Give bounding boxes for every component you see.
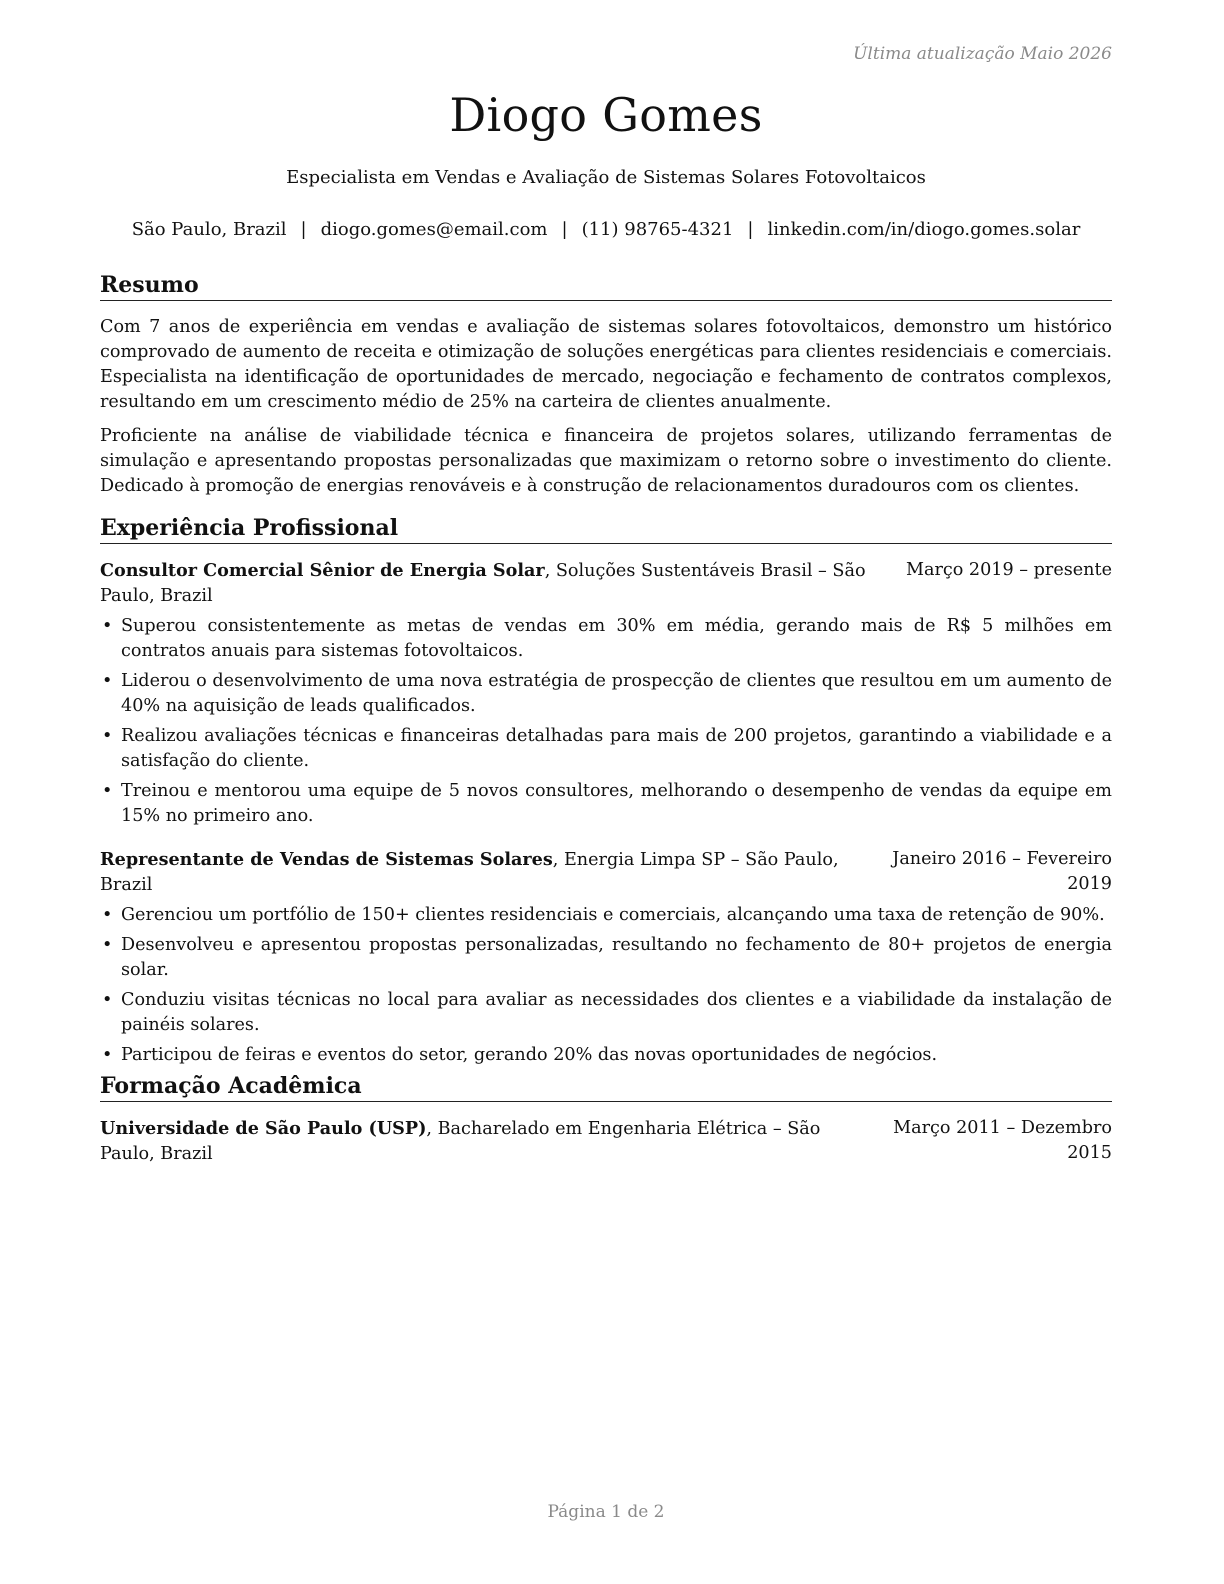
job-header bbox=[100, 558, 1112, 609]
list-item bbox=[100, 669, 1112, 719]
list-item bbox=[100, 1043, 1112, 1068]
job-entry bbox=[100, 847, 1112, 1068]
summary-section bbox=[100, 271, 1112, 499]
education-dates: Março 2011 – Dezembro 2015 bbox=[893, 1118, 1112, 1163]
bullet-text: Conduziu visitas técnicas no local para avaliar as necessidades dos clientes e a viabilidade da instalação de painéis solares. bbox=[121, 990, 1112, 1035]
bullet-text: Superou consistentemente as metas de vendas em 30% em média, gerando mais de R$ 5 milhões em contratos anuais para sistemas fotovoltaicos. bbox=[121, 616, 1112, 661]
resume-page bbox=[100, 0, 1112, 1584]
job-dates: Janeiro 2016 – Fevereiro 2019 bbox=[892, 849, 1112, 894]
bullet-icon: • bbox=[102, 616, 113, 636]
education-section bbox=[100, 1072, 1112, 1167]
job-header bbox=[100, 847, 1112, 898]
education-entry bbox=[100, 1116, 1112, 1167]
contact-separator: | bbox=[300, 219, 307, 240]
experience-section bbox=[100, 514, 1112, 1073]
job-bullets bbox=[100, 614, 1112, 829]
job-company: , Soluções Sustentáveis Brasil – São Paulo, Brazil bbox=[100, 561, 866, 606]
list-item bbox=[100, 614, 1112, 664]
bullet-icon: • bbox=[102, 935, 113, 955]
bullet-text: Treinou e mentorou uma equipe de 5 novos consultores, melhorando o desempenho de vendas da equipe em 15% no primeiro ano. bbox=[121, 781, 1112, 826]
job-company: , Energia Limpa SP – São Paulo, Brazil bbox=[100, 850, 839, 895]
bullet-text: Realizou avaliações técnicas e financeiras detalhadas para mais de 200 projetos, garantindo a viabilidade e a satisfação do cliente. bbox=[121, 726, 1112, 771]
list-item bbox=[100, 933, 1112, 983]
bullet-icon: • bbox=[102, 990, 113, 1010]
job-dates: Março 2019 – presente bbox=[905, 560, 1112, 580]
contact-separator: | bbox=[747, 219, 754, 240]
contact-linkedin[interactable]: linkedin.com/in/diogo.gomes.solar bbox=[767, 219, 1081, 240]
bullet-text: Participou de feiras e eventos do setor, gerando 20% das novas oportunidades de negócios. bbox=[121, 1045, 938, 1065]
list-item bbox=[100, 724, 1112, 774]
bullet-icon: • bbox=[102, 781, 113, 801]
list-item bbox=[100, 988, 1112, 1038]
bullet-icon: • bbox=[102, 905, 113, 925]
contact-phone: (11) 98765-4321 bbox=[581, 219, 734, 240]
job-role: Representante de Vendas de Sistemas Solares bbox=[100, 849, 553, 870]
education-degree: , Bacharelado em Engenharia Elétrica – São Paulo, Brazil bbox=[100, 1119, 821, 1164]
contact-separator: | bbox=[561, 219, 568, 240]
job-entry bbox=[100, 558, 1112, 829]
summary-paragraph: Com 7 anos de experiência em vendas e avaliação de sistemas solares fotovoltaicos, demonstro um histórico comprovado de aumento de receita e otimização de soluções energéticas para clientes residenciais e comerciais. Especialista na identificação de oportunidades de mercado, negociação e fechamento de contratos complexos, resultando em um crescimento médio de 25% na carteira de clientes anualmente. bbox=[100, 317, 1112, 412]
bullet-text: Desenvolveu e apresentou propostas personalizadas, resultando no fechamento de 80+ projetos de energia solar. bbox=[121, 935, 1112, 980]
education-institution: Universidade de São Paulo (USP) bbox=[100, 1118, 427, 1139]
education-title: Formação Acadêmica bbox=[100, 1072, 1112, 1102]
summary-paragraph: Proficiente na análise de viabilidade técnica e financeira de projetos solares, utilizando ferramentas de simulação e apresentando propostas personalizadas que maximizam o retorno sobre o investimento do cliente. Dedicado à promoção de energias renováveis e à construção de relacionamentos duradouros com os clientes. bbox=[100, 426, 1112, 496]
candidate-name: Diogo Gomes bbox=[449, 88, 763, 142]
page-number: Página 1 de 2 bbox=[547, 1502, 665, 1522]
contact-line bbox=[100, 219, 1112, 240]
job-role: Consultor Comercial Sênior de Energia Solar bbox=[100, 560, 545, 581]
bullet-text: Liderou o desenvolvimento de uma nova estratégia de prospecção de clientes que resultou em um aumento de 40% na aquisição de leads qualificados. bbox=[121, 671, 1112, 716]
bullet-text: Gerenciou um portfólio de 150+ clientes residenciais e comerciais, alcançando uma taxa de retenção de 90%. bbox=[121, 905, 1105, 925]
list-item bbox=[100, 779, 1112, 829]
last-updated: Última atualização Maio 2026 bbox=[853, 44, 1112, 64]
job-bullets bbox=[100, 903, 1112, 1068]
summary-title: Resumo bbox=[100, 271, 1112, 301]
list-item bbox=[100, 903, 1112, 928]
bullet-icon: • bbox=[102, 1045, 113, 1065]
bullet-icon: • bbox=[102, 671, 113, 691]
headline: Especialista em Vendas e Avaliação de Sistemas Solares Fotovoltaicos bbox=[286, 167, 926, 188]
experience-title: Experiência Profissional bbox=[100, 514, 1112, 544]
contact-location: São Paulo, Brazil bbox=[131, 219, 287, 240]
contact-email[interactable]: diogo.gomes@email.com bbox=[320, 219, 548, 240]
bullet-icon: • bbox=[102, 726, 113, 746]
